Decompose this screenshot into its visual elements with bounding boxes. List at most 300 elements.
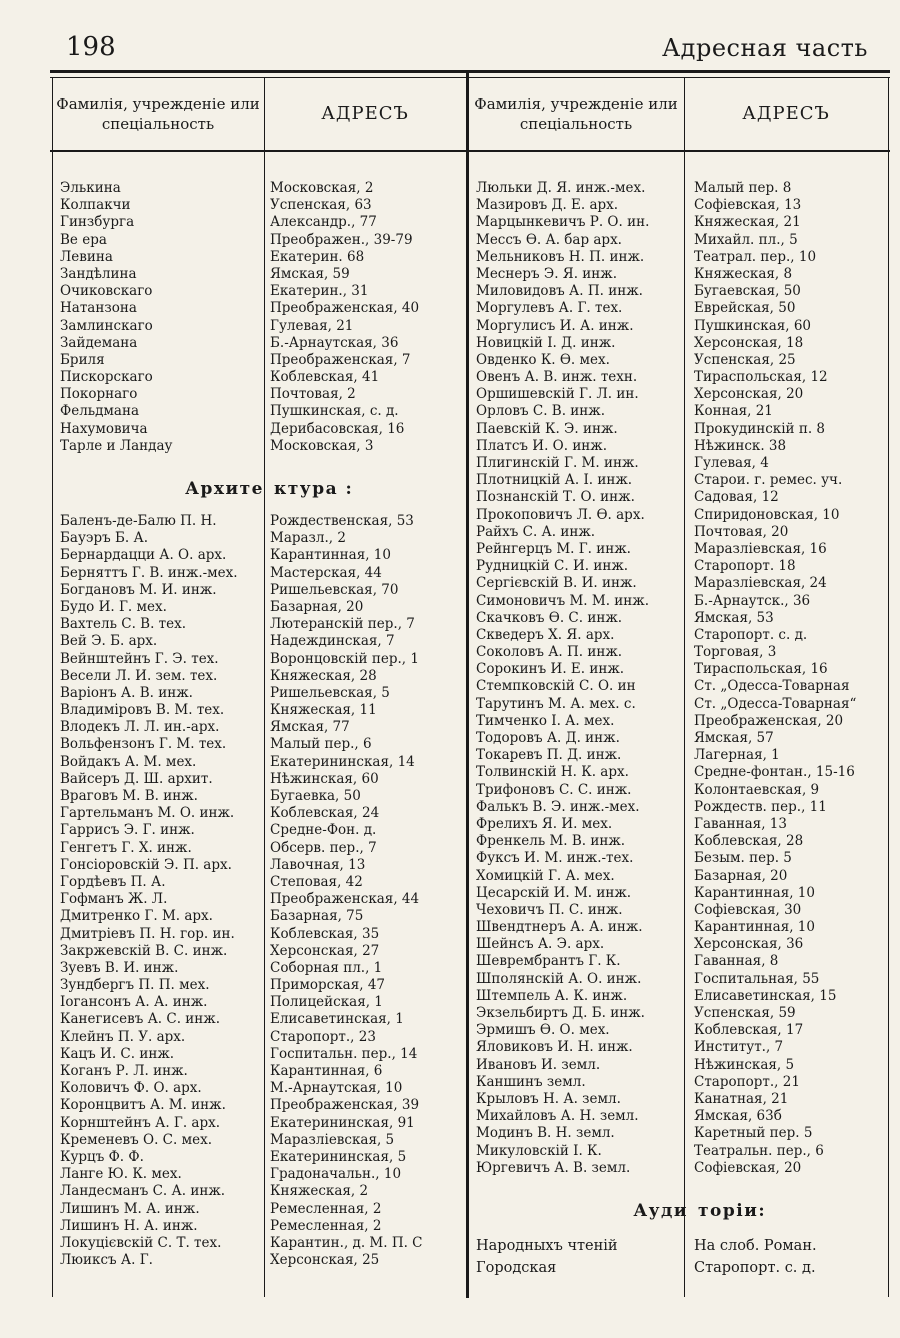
entry-address: Княжеская, 21 <box>694 214 801 231</box>
entry-name: Будо И. Г. мех. <box>60 598 167 615</box>
entry-address: Степовая, 42 <box>270 873 363 890</box>
entry-address: Карантин., д. М. П. С <box>270 1234 423 1251</box>
entry-address: Херсонская, 36 <box>694 936 804 953</box>
list-item <box>476 696 886 713</box>
entry-address: Княжеская, 8 <box>694 265 793 282</box>
list-item <box>60 616 464 633</box>
entry-address: Княжеская, 2 <box>270 1183 369 1200</box>
entry-name: Мазировъ Д. Е. арх. <box>476 197 619 214</box>
list-item <box>476 197 886 214</box>
list-item <box>60 513 464 530</box>
entry-name: Овденко К. Ѳ. мех. <box>476 351 610 368</box>
entry-name: Лишинъ М. А. инж. <box>60 1200 200 1217</box>
entry-name: Миловидовъ А. П. инж. <box>476 283 643 300</box>
entry-address: Маразліевская, 16 <box>694 540 827 557</box>
entry-name: Люльки Д. Я. инж.-мех. <box>476 180 646 196</box>
entry-address: Соборная пл., 1 <box>270 959 383 976</box>
entry-name: Фрелихъ Я. И. мех. <box>476 815 613 832</box>
page-header <box>0 0 900 80</box>
entry-name: Ве ера <box>60 231 107 248</box>
list-item <box>60 908 464 925</box>
entry-name: Гаррисъ Э. Г. инж. <box>60 822 195 839</box>
name-column-heading-left: Фамилія, учрежденіе или спеціальность <box>56 95 260 133</box>
entry-address: Старои. г. ремес. уч. <box>694 472 843 489</box>
entry-address: Тираспольская, 16 <box>694 661 828 678</box>
entry-name: Коловичъ Ф. О. арх. <box>60 1080 202 1097</box>
entry-name: Плигинскій Г. М. инж. <box>476 455 639 471</box>
entry-address: Преображенская, 7 <box>270 351 411 368</box>
entry-name: Зуевъ В. И. инж. <box>60 959 179 976</box>
running-title: Адресная часть <box>662 34 868 62</box>
list-item <box>60 180 464 197</box>
list-item <box>60 771 464 788</box>
list-item <box>476 232 886 249</box>
list-item <box>60 1235 464 1252</box>
entry-address: Средне-Фон. д. <box>270 822 377 839</box>
list-item <box>60 668 464 685</box>
entry-address: Успенская, 25 <box>694 351 796 368</box>
entry-address: Екатерининская, 91 <box>270 1114 415 1131</box>
entry-address: Ямская, 77 <box>270 719 350 736</box>
entry-address: Маразліевская, 5 <box>270 1131 395 1148</box>
list-item <box>476 438 886 455</box>
list-item <box>476 1160 886 1177</box>
right-group-2 <box>476 1235 886 1279</box>
list-item <box>60 352 464 369</box>
address-column-heading-left: АДРЕСЪ <box>321 103 409 124</box>
list-item <box>476 403 886 420</box>
entry-name: Весели Л. И. зем. тех. <box>60 667 218 684</box>
list-item <box>60 651 464 668</box>
list-item <box>476 1108 886 1125</box>
entry-name: Зайдемана <box>60 334 138 351</box>
entry-name: Экзельбиртъ Д. Б. инж. <box>476 1005 645 1021</box>
entry-address: Преображенская, 44 <box>270 891 420 908</box>
entry-name: Моргулисъ И. А. инж. <box>476 317 634 334</box>
list-item <box>476 902 886 919</box>
entry-address: Безым. пер. 5 <box>694 850 792 867</box>
entry-name: Скведеръ Х. Я. арх. <box>476 626 615 643</box>
list-item <box>60 788 464 805</box>
list-item <box>60 1201 464 1218</box>
entry-address: Обсерв. пер., 7 <box>270 839 377 856</box>
section-heading-auditoriums <box>476 1191 886 1221</box>
list-item <box>476 283 886 300</box>
entry-name: Френкель М. В. инж. <box>476 833 626 850</box>
entry-address: Гаванная, 8 <box>694 953 779 970</box>
list-item <box>476 730 886 747</box>
entry-name: Курцъ Ф. Ф. <box>60 1148 144 1165</box>
entry-name: Ландесманъ С. А. инж. <box>60 1183 226 1200</box>
list-item <box>476 799 886 816</box>
entry-address: Лютеранскій пер., 7 <box>270 616 415 633</box>
list-item <box>476 953 886 970</box>
entry-address: Карантинная, 10 <box>694 884 815 901</box>
header-rule <box>50 70 890 73</box>
entry-address: Гулевая, 4 <box>694 455 769 471</box>
entry-name: Вахтель С. В. тех. <box>60 616 187 633</box>
entry-name: Юргевичъ А. В. земл. <box>476 1159 631 1176</box>
list-item <box>476 1091 886 1108</box>
entry-name: Гордѣевъ П. А. <box>60 873 166 890</box>
entry-address: Институт., 7 <box>694 1039 784 1056</box>
entry-address: Нѣжинская, 60 <box>270 770 379 787</box>
entry-name: Шейнсъ А. Э. арх. <box>476 936 605 953</box>
section-heading-part-a: Архите <box>185 479 264 499</box>
entry-address: Базарная, 20 <box>694 867 788 884</box>
table-left-border <box>52 77 53 1297</box>
list-item <box>476 266 886 283</box>
entry-address: Михайл. пл., 5 <box>694 231 798 248</box>
entry-name: Вольфензонъ Г. М. тех. <box>60 736 227 753</box>
entry-name: Гинзбурга <box>60 214 135 231</box>
entry-name: Стемпковскій С. О. ин <box>476 678 636 695</box>
entry-address: Елисаветинская, 1 <box>270 1011 404 1028</box>
entry-address: Ст. „Одесса-Товарная“ <box>694 695 857 712</box>
list-item <box>476 335 886 352</box>
entry-address: Ямская, 59 <box>270 265 350 282</box>
entry-address: Градоначальн., 10 <box>270 1166 402 1183</box>
entry-address: Маразл., 2 <box>270 530 346 547</box>
entry-address: Преображенская, 39 <box>270 1097 420 1114</box>
entry-name: Іогансонъ А. А. инж. <box>60 994 208 1011</box>
list-item <box>60 685 464 702</box>
entry-name: Познанскій Т. О. инж. <box>476 489 635 506</box>
name-column-heading-right: Фамилія, учрежденіе или спеціальность <box>474 95 678 133</box>
entry-address: Екатерининская, 5 <box>270 1148 407 1165</box>
entry-address: Театральн. пер., 6 <box>694 1142 824 1159</box>
list-item <box>476 661 886 678</box>
table-right-border <box>888 77 889 1297</box>
entry-address: Софіевская, 13 <box>694 197 802 214</box>
entry-address: Б.-Арнаутск., 36 <box>694 592 811 609</box>
list-item <box>60 335 464 352</box>
list-item <box>60 736 464 753</box>
entry-name: Коронцвитъ А. М. инж. <box>60 1097 226 1114</box>
list-item <box>476 627 886 644</box>
entry-name: Городская <box>476 1259 557 1276</box>
entry-name: Фуксъ И. М. инж.-тех. <box>476 850 634 867</box>
entry-address: Старопорт., 23 <box>270 1028 376 1045</box>
entry-name: Оршишевскій Г. Л. ин. <box>476 386 639 403</box>
entry-address: Ремесленная, 2 <box>270 1200 382 1217</box>
list-item <box>476 936 886 953</box>
entry-name: Овенъ А. В. инж. техн. <box>476 369 638 386</box>
entry-name: Мельниковъ Н. П. инж. <box>476 248 645 265</box>
list-item <box>476 180 886 197</box>
entry-name: Эрмишъ Ѳ. О. мех. <box>476 1022 610 1039</box>
entry-address: Коблевская, 24 <box>270 805 380 822</box>
entry-name: Дмитріевъ П. Н. гор. ин. <box>60 925 235 942</box>
entry-address: Гулевая, 21 <box>270 317 354 334</box>
entry-address: Мастерская, 44 <box>270 564 382 581</box>
list-item <box>476 988 886 1005</box>
entry-address: Б.-Арнаутская, 36 <box>270 334 399 351</box>
list-item <box>476 782 886 799</box>
list-item <box>476 919 886 936</box>
entry-name: Локуцієвскій С. Т. тех. <box>60 1234 222 1251</box>
entry-address: Преображен., 39-79 <box>270 231 413 248</box>
list-item <box>60 530 464 547</box>
entry-address: Колонтаевская, 9 <box>694 781 820 798</box>
list-item <box>60 1115 464 1132</box>
list-item <box>476 1235 886 1257</box>
list-item <box>476 472 886 489</box>
entry-name: Штемпель А. К. инж. <box>476 987 628 1004</box>
entry-address: Приморская, 47 <box>270 977 386 994</box>
entry-address: Почтовая, 20 <box>694 523 789 540</box>
entry-address: Успенская, 63 <box>270 197 372 214</box>
list-item <box>60 805 464 822</box>
entry-address: Карантинная, 6 <box>270 1063 383 1079</box>
entry-address: Малый пер. 8 <box>694 180 792 196</box>
entry-name: Ивановъ И. земл. <box>476 1056 601 1073</box>
entry-address: Ремесленная, 2 <box>270 1217 382 1234</box>
list-item <box>476 713 886 730</box>
entry-name: Гартельманъ М. О. инж. <box>60 805 235 822</box>
address-column-heading-right: АДРЕСЪ <box>742 103 830 124</box>
entry-address: Нѣжинск. 38 <box>694 437 787 454</box>
list-item <box>60 249 464 266</box>
entry-address: Ямская, 57 <box>694 730 774 746</box>
left-group-1 <box>60 180 464 455</box>
list-item <box>60 547 464 564</box>
entry-name: Бернардацци А. О. арх. <box>60 547 227 564</box>
entry-address: Коблевская, 17 <box>694 1022 804 1039</box>
entry-address: Елисаветинская, 15 <box>694 987 837 1004</box>
entry-name: Рудницкій С. И. инж. <box>476 558 629 575</box>
list-item <box>476 249 886 266</box>
list-item <box>60 977 464 994</box>
list-item <box>476 1143 886 1160</box>
list-item <box>476 593 886 610</box>
list-item <box>476 868 886 885</box>
list-item <box>476 575 886 592</box>
list-item <box>60 633 464 650</box>
entry-name: Марцынкевичъ Р. О. ин. <box>476 214 650 231</box>
entry-address: Маразліевская, 24 <box>694 575 827 592</box>
entry-name: Берняттъ Г. В. инж.-мех. <box>60 564 238 581</box>
entry-name: Яловиковъ И. Н. инж. <box>476 1039 633 1056</box>
list-item <box>476 816 886 833</box>
entry-name: Михайловъ А. Н. земл. <box>476 1108 639 1125</box>
entry-name: Нахумовича <box>60 420 148 437</box>
entry-address: Каретный пер. 5 <box>694 1125 813 1142</box>
entry-address: Бугаевка, 50 <box>270 788 361 804</box>
entry-address: Коблевская, 41 <box>270 369 380 386</box>
list-item <box>60 300 464 317</box>
entry-name: Бауэръ Б. А. <box>60 530 149 547</box>
list-item <box>476 1039 886 1056</box>
entry-address: Спиридоновская, 10 <box>694 506 840 523</box>
list-item <box>476 747 886 764</box>
list-item <box>476 386 886 403</box>
entry-address: Екатерин. 68 <box>270 248 365 265</box>
entry-name: Народныхъ чтеній <box>476 1237 618 1254</box>
entry-address: Московская, 3 <box>270 437 374 454</box>
list-item <box>60 1046 464 1063</box>
entry-address: Воронцовскій пер., 1 <box>270 650 419 667</box>
entry-name: Зандѣлина <box>60 265 137 282</box>
entry-name: Платсъ И. О. инж. <box>476 437 608 454</box>
list-item <box>60 283 464 300</box>
section-heading-part-b: ктура : <box>274 479 354 499</box>
entry-name: Натанзона <box>60 300 137 317</box>
entry-address: Успенская, 59 <box>694 1005 796 1021</box>
entry-address: Ямская, 53 <box>694 609 774 626</box>
entry-address: Госпитальн. пер., 14 <box>270 1045 418 1062</box>
list-item <box>60 943 464 960</box>
entry-address: Софіевская, 30 <box>694 901 802 918</box>
entry-name: Ланге Ю. К. мех. <box>60 1166 182 1183</box>
list-item <box>60 386 464 403</box>
entry-name: Клейнъ П. У. арх. <box>60 1028 186 1045</box>
list-item <box>476 971 886 988</box>
list-item <box>476 455 886 472</box>
entry-name: Микуловскій І. К. <box>476 1142 602 1159</box>
list-item <box>60 599 464 616</box>
entry-address: Херсонская, 25 <box>270 1252 380 1269</box>
list-item <box>60 565 464 582</box>
entry-name: Дмитренко Г. М. арх. <box>60 908 213 925</box>
list-item <box>476 678 886 695</box>
entry-name: Прокоповичъ Л. Ѳ. арх. <box>476 506 645 523</box>
entry-address: На слоб. Роман. <box>694 1237 817 1254</box>
entry-address: Гаванная, 13 <box>694 815 787 832</box>
entry-name: Гонсіоровскій Э. П. арх. <box>60 856 232 873</box>
entry-name: Левина <box>60 248 113 265</box>
entry-name: Каншинъ земл. <box>476 1073 586 1090</box>
entry-name: Фельдмана <box>60 403 140 420</box>
entry-name: Плотницкій А. І. инж. <box>476 472 633 489</box>
entry-name: Тарутинъ М. А. мех. с. <box>476 695 636 712</box>
right-group-1 <box>476 180 886 1177</box>
left-listing <box>60 180 464 1269</box>
header-rule-thin <box>50 77 890 78</box>
entry-name: Влодекъ Л. Л. ин.-арх. <box>60 719 220 736</box>
list-item <box>60 1029 464 1046</box>
entry-name: Шполянскій А. О. инж. <box>476 970 642 987</box>
list-item <box>60 994 464 1011</box>
entry-address: Прокудинскій п. 8 <box>694 420 826 437</box>
entry-name: Фалькъ В. Э. инж.-мех. <box>476 798 640 815</box>
list-item <box>60 232 464 249</box>
entry-name: Вайсеръ Д. Ш. архит. <box>60 770 213 787</box>
entry-address: Тираспольская, 12 <box>694 369 828 386</box>
entry-name: Сорокинъ И. Е. инж. <box>476 661 625 678</box>
entry-name: Варіонъ А. В. инж. <box>60 684 193 701</box>
entry-address: Лагерная, 1 <box>694 747 780 764</box>
list-item <box>60 891 464 908</box>
list-item <box>60 1218 464 1235</box>
list-item <box>476 214 886 231</box>
entry-name: Модинъ В. Н. земл. <box>476 1125 615 1142</box>
entry-name: Меснеръ Э. Я. инж. <box>476 265 617 282</box>
entry-address: Малый пер., 6 <box>270 736 372 753</box>
list-item <box>476 1005 886 1022</box>
list-item <box>60 582 464 599</box>
entry-name: Новицкій І. Д. инж. <box>476 334 616 351</box>
section-heading-part-b: торіи: <box>698 1200 767 1221</box>
entry-address: Еврейская, 50 <box>694 300 796 317</box>
entry-name: Элькина <box>60 180 121 196</box>
entry-address: Ст. „Одесса-Товарная <box>694 678 850 695</box>
entry-address: Канатная, 21 <box>694 1090 789 1107</box>
entry-name: Шеврембрантъ Г. К. <box>476 953 621 970</box>
list-item <box>476 558 886 575</box>
list-item <box>60 960 464 977</box>
entry-address: Базарная, 20 <box>270 598 364 615</box>
entry-address: Екатерининская, 14 <box>270 753 415 770</box>
list-item <box>476 352 886 369</box>
entry-name: Люиксъ А. Г. <box>60 1252 153 1269</box>
page-number: 198 <box>66 32 116 62</box>
entry-address: Преображенская, 20 <box>694 712 844 729</box>
entry-name: Богдановъ М. И. инж. <box>60 581 217 598</box>
entry-address: Александр., 77 <box>270 214 377 231</box>
entry-name: Толвинскій Н. К. арх. <box>476 764 629 781</box>
entry-name: Симоновичъ М. М. инж. <box>476 592 650 609</box>
entry-name: Райхъ С. А. инж. <box>476 523 596 540</box>
entry-address: Конная, 21 <box>694 403 773 420</box>
list-item <box>476 764 886 781</box>
entry-name: Баленъ-де-Балю П. Н. <box>60 513 217 529</box>
section-heading-part-a: Ауди <box>633 1200 688 1221</box>
entry-name: Трифоновъ С. С. инж. <box>476 781 632 798</box>
section-heading-architecture <box>60 469 464 499</box>
entry-address: Рождеств. пер., 11 <box>694 798 827 815</box>
list-item <box>60 857 464 874</box>
entry-address: Коблевская, 28 <box>694 833 804 850</box>
list-item <box>60 926 464 943</box>
entry-name: Враговъ М. В. инж. <box>60 788 198 804</box>
entry-name: Мессъ Ѳ. А. бар арх. <box>476 231 622 248</box>
list-item <box>476 610 886 627</box>
entry-name: Лишинъ Н. А. инж. <box>60 1217 198 1234</box>
entry-address: Бугаевская, 50 <box>694 283 801 300</box>
list-item <box>476 833 886 850</box>
left-group-2 <box>60 513 464 1269</box>
entry-address: Пушкинская, 60 <box>694 317 812 334</box>
entry-address: Старопорт., 21 <box>694 1073 800 1090</box>
entry-address: Ришельевская, 70 <box>270 581 399 598</box>
entry-name: Владиміровъ В. М. тех. <box>60 702 225 719</box>
center-divider <box>466 70 469 1298</box>
entry-name: Канегисевъ А. С. инж. <box>60 1011 221 1028</box>
list-item <box>60 1097 464 1114</box>
entry-name: Очиковскаго <box>60 283 153 300</box>
entry-address: Госпитальная, 55 <box>694 970 820 987</box>
list-item <box>60 840 464 857</box>
list-item <box>60 369 464 386</box>
list-item <box>60 874 464 891</box>
entry-name: Покорнаго <box>60 386 138 403</box>
entry-name: Замлинскаго <box>60 317 153 334</box>
entry-address: Херсонская, 27 <box>270 942 380 959</box>
list-item <box>60 1183 464 1200</box>
list-item <box>60 1252 464 1269</box>
entry-name: Тимченко І. А. мех. <box>476 712 615 729</box>
list-item <box>60 822 464 839</box>
list-item <box>60 1011 464 1028</box>
list-item <box>60 1132 464 1149</box>
entry-name: Гофманъ Ж. Л. <box>60 891 168 908</box>
entry-address: Средне-фонтан., 15-16 <box>694 764 855 781</box>
list-item <box>60 421 464 438</box>
entry-name: Пискорскаго <box>60 369 153 386</box>
entry-address: Херсонская, 20 <box>694 386 804 403</box>
entry-address: Ришельевская, 5 <box>270 684 390 701</box>
